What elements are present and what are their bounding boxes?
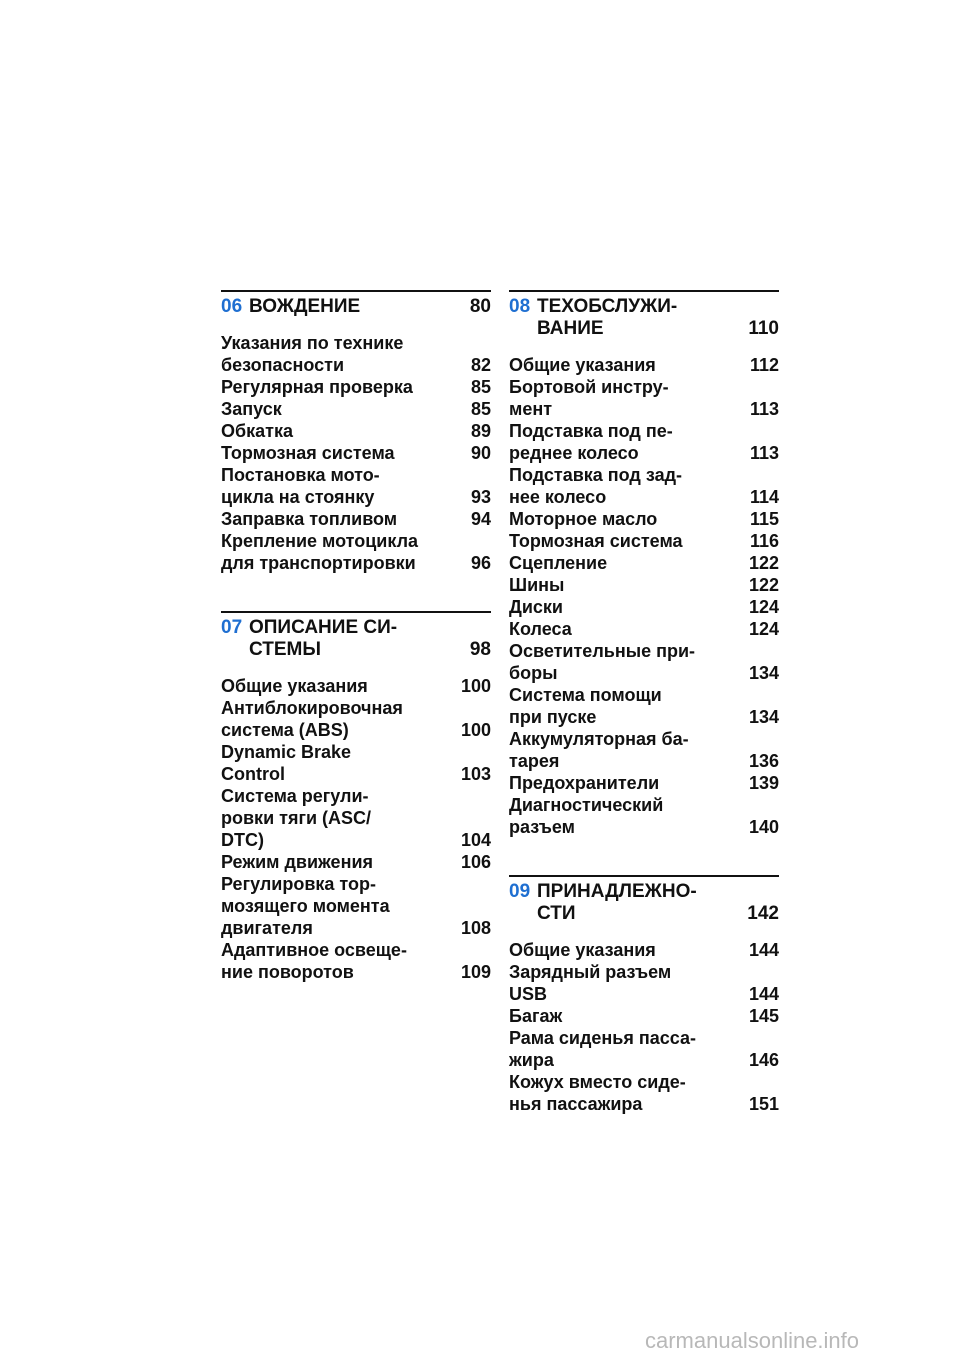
toc-entry[interactable] bbox=[509, 508, 779, 530]
toc-entry-line bbox=[221, 486, 491, 508]
toc-entry[interactable] bbox=[221, 697, 491, 741]
toc-entry-line bbox=[221, 398, 491, 420]
toc-entry[interactable] bbox=[509, 794, 779, 838]
toc-entry[interactable] bbox=[509, 1071, 779, 1115]
toc-entry-line bbox=[221, 873, 491, 895]
toc-column-left bbox=[221, 290, 491, 1020]
toc-entry-line bbox=[509, 961, 779, 983]
toc-entry-page: 96 bbox=[470, 553, 491, 573]
toc-entry-page: 103 bbox=[460, 764, 491, 784]
toc-entry-text: для транспортировки bbox=[221, 553, 416, 573]
toc-entry-page: 146 bbox=[748, 1050, 779, 1070]
toc-entry[interactable] bbox=[509, 939, 779, 961]
section-page-number: 110 bbox=[748, 318, 779, 339]
toc-entry-text: ние поворотов bbox=[221, 962, 354, 982]
toc-entry-page: 134 bbox=[748, 707, 779, 727]
toc-entry[interactable] bbox=[221, 420, 491, 442]
toc-entry[interactable] bbox=[509, 1027, 779, 1071]
toc-entry-page: 115 bbox=[749, 509, 779, 529]
section-heading bbox=[509, 296, 779, 340]
toc-entry[interactable] bbox=[509, 574, 779, 596]
toc-entry-line bbox=[221, 719, 491, 741]
toc-entry-line bbox=[509, 662, 779, 684]
toc-entry-page: 93 bbox=[470, 487, 491, 507]
section-title-text: ВОЖДЕНИЕ bbox=[249, 296, 361, 317]
toc-entry-line bbox=[509, 618, 779, 640]
toc-entry[interactable] bbox=[221, 332, 491, 376]
section-title-text: ТЕХОБСЛУЖИ- bbox=[537, 296, 678, 317]
toc-entry-line bbox=[509, 939, 779, 961]
toc-entry-line bbox=[509, 464, 779, 486]
toc-entry-line bbox=[509, 640, 779, 662]
section-number: 06 bbox=[221, 296, 243, 317]
toc-entry-text: Заправка топливом bbox=[221, 509, 398, 529]
section-page-number: 98 bbox=[469, 639, 491, 660]
toc-entry-line bbox=[509, 772, 779, 794]
toc-entry-line bbox=[509, 376, 779, 398]
toc-entry-text: Кожух вместо сиде- bbox=[509, 1072, 686, 1092]
toc-entry-text: Аккумуляторная ба- bbox=[509, 729, 689, 749]
section-title bbox=[249, 296, 491, 318]
toc-entry-text: Зарядный разъем bbox=[509, 962, 672, 982]
toc-entry[interactable] bbox=[509, 684, 779, 728]
section-title bbox=[537, 296, 779, 340]
toc-entry-page: 114 bbox=[749, 487, 779, 507]
toc-section-06 bbox=[221, 290, 491, 574]
toc-entry-page: 134 bbox=[748, 663, 779, 683]
toc-entry-text: боры bbox=[509, 663, 558, 683]
toc-entry-text: ровки тяги (ASC/ bbox=[221, 808, 372, 828]
toc-entry-text: Режим движения bbox=[221, 852, 374, 872]
toc-entry-line bbox=[509, 596, 779, 618]
toc-entry-text: Моторное масло bbox=[509, 509, 658, 529]
toc-entry-line bbox=[221, 442, 491, 464]
toc-entry-line bbox=[221, 420, 491, 442]
section-title-line bbox=[249, 617, 491, 639]
toc-entry-text: Обкатка bbox=[221, 421, 293, 441]
toc-entry[interactable] bbox=[221, 442, 491, 464]
toc-entry-text: Тормозная система bbox=[221, 443, 395, 463]
toc-entry-page: 94 bbox=[470, 509, 491, 529]
toc-entry[interactable] bbox=[221, 873, 491, 939]
toc-section-07 bbox=[221, 611, 491, 983]
section-title-line bbox=[537, 318, 779, 340]
toc-entry-text: нья пассажира bbox=[509, 1094, 643, 1114]
section-title-line bbox=[537, 881, 779, 903]
toc-entry[interactable] bbox=[221, 376, 491, 398]
section-number: 07 bbox=[221, 617, 243, 638]
toc-entry-text: Диски bbox=[509, 597, 563, 617]
toc-entry-line bbox=[509, 420, 779, 442]
toc-entry-text: Постановка мото- bbox=[221, 465, 380, 485]
toc-entry-line bbox=[509, 728, 779, 750]
toc-entry-text: система (ABS) bbox=[221, 720, 349, 740]
toc-entry-line bbox=[509, 684, 779, 706]
toc-entry[interactable] bbox=[509, 376, 779, 420]
toc-entry-text: двигателя bbox=[221, 918, 313, 938]
toc-entry-page: 144 bbox=[748, 984, 779, 1004]
toc-entry-line bbox=[509, 530, 779, 552]
toc-entry-text: Адаптивное освеще- bbox=[221, 940, 407, 960]
toc-entry-text: Указания по технике bbox=[221, 333, 404, 353]
section-heading bbox=[221, 296, 491, 318]
toc-entry-text: разъем bbox=[509, 817, 575, 837]
toc-section-08 bbox=[509, 290, 779, 838]
toc-entry-text: Dynamic Brake bbox=[221, 742, 352, 762]
toc-entry-line bbox=[221, 332, 491, 354]
toc-entry[interactable] bbox=[221, 530, 491, 574]
toc-entry[interactable] bbox=[509, 552, 779, 574]
toc-entry-line bbox=[509, 1005, 779, 1027]
section-title-text: ОПИСАНИЕ СИ- bbox=[249, 617, 398, 638]
section-title-text: СТИ bbox=[537, 903, 576, 924]
toc-entry-line bbox=[221, 785, 491, 807]
toc-entry-page: 89 bbox=[470, 421, 491, 441]
toc-entry-text: Общие указания bbox=[221, 676, 368, 696]
toc-entry-line bbox=[221, 741, 491, 763]
toc-entry-line bbox=[509, 398, 779, 420]
toc-entry[interactable] bbox=[221, 508, 491, 530]
toc-entry-line bbox=[221, 697, 491, 719]
section-title bbox=[249, 617, 491, 661]
toc-entry[interactable] bbox=[221, 398, 491, 420]
toc-entry[interactable] bbox=[509, 420, 779, 464]
toc-entry-line bbox=[509, 1027, 779, 1049]
toc-entry-line bbox=[221, 552, 491, 574]
toc-entry-text: цикла на стоянку bbox=[221, 487, 375, 507]
toc-entry-line bbox=[221, 895, 491, 917]
section-title-line bbox=[249, 296, 491, 318]
toc-entry-line bbox=[509, 508, 779, 530]
toc-entry-page: 90 bbox=[470, 443, 491, 463]
toc-entry[interactable] bbox=[509, 530, 779, 552]
toc-entry-text: Регулировка тор- bbox=[221, 874, 376, 894]
toc-entry-text: Сцепление bbox=[509, 553, 608, 573]
toc-entry-page: 104 bbox=[460, 830, 491, 850]
toc-entry-text: Крепление мотоцикла bbox=[221, 531, 419, 551]
toc-entry[interactable] bbox=[509, 772, 779, 794]
toc-entry-page: 124 bbox=[748, 619, 779, 639]
toc-entry-line bbox=[221, 464, 491, 486]
toc-entry-text: Система помощи bbox=[509, 685, 662, 705]
toc-entry[interactable] bbox=[509, 354, 779, 376]
toc-entry-line bbox=[509, 816, 779, 838]
toc-entry-text: Диагностический bbox=[509, 795, 664, 815]
section-heading bbox=[221, 617, 491, 661]
toc-entry-line bbox=[509, 1093, 779, 1115]
section-page-number: 80 bbox=[469, 296, 491, 317]
toc-entry-text: Шины bbox=[509, 575, 565, 595]
toc-entry-text: Антиблокировочная bbox=[221, 698, 403, 718]
toc-entry-page: 85 bbox=[470, 399, 491, 419]
toc-section-09 bbox=[509, 875, 779, 1115]
toc-entry-line bbox=[221, 675, 491, 697]
toc-entry-text: мозящего момента bbox=[221, 896, 390, 916]
toc-entry-line bbox=[221, 807, 491, 829]
toc-entry[interactable] bbox=[221, 939, 491, 983]
toc-entry-page: 122 bbox=[748, 575, 779, 595]
toc-entry-page: 85 bbox=[470, 377, 491, 397]
toc-entry[interactable] bbox=[221, 785, 491, 851]
toc-entry-line bbox=[221, 376, 491, 398]
toc-entry-text: реднее колесо bbox=[509, 443, 639, 463]
toc-entry-line bbox=[221, 354, 491, 376]
toc-entry-text: Регулярная проверка bbox=[221, 377, 413, 397]
toc-entry-page: 112 bbox=[749, 355, 779, 375]
section-title-line bbox=[249, 639, 491, 661]
toc-entry-text: Общие указания bbox=[509, 355, 656, 375]
toc-entry-text: жира bbox=[509, 1050, 554, 1070]
toc-entry-text: безопасности bbox=[221, 355, 345, 375]
section-title-text: ВАНИЕ bbox=[537, 318, 604, 339]
toc-entry-text: Колеса bbox=[509, 619, 572, 639]
toc-entry-line bbox=[509, 442, 779, 464]
section-title-line bbox=[537, 903, 779, 925]
toc-entry-text: USB bbox=[509, 984, 548, 1004]
toc-entry-line bbox=[509, 552, 779, 574]
toc-entry-line bbox=[509, 794, 779, 816]
toc-entry-page: 113 bbox=[749, 399, 779, 419]
section-page-number: 142 bbox=[747, 903, 779, 924]
toc-entry-page: 116 bbox=[749, 531, 779, 551]
toc-entry[interactable] bbox=[509, 640, 779, 684]
toc-entry-page: 100 bbox=[460, 720, 491, 740]
toc-entry-page: 100 bbox=[460, 676, 491, 696]
toc-entry-line bbox=[509, 574, 779, 596]
toc-entry[interactable] bbox=[221, 741, 491, 785]
watermark-text: carmanualsonline.info bbox=[645, 1328, 860, 1353]
toc-entry-line bbox=[509, 750, 779, 772]
toc-entry-page: 136 bbox=[748, 751, 779, 771]
section-title-text: СТЕМЫ bbox=[249, 639, 321, 660]
toc-entry-text: при пуске bbox=[509, 707, 597, 727]
toc-entry-text: Предохранители bbox=[509, 773, 660, 793]
section-number: 09 bbox=[509, 881, 531, 902]
section-heading bbox=[509, 881, 779, 925]
toc-entry-line bbox=[509, 1071, 779, 1093]
toc-entry[interactable] bbox=[509, 1005, 779, 1027]
toc-entry-page: 124 bbox=[748, 597, 779, 617]
section-title bbox=[537, 881, 779, 925]
section-title-text: ПРИНАДЛЕЖНО- bbox=[537, 881, 697, 902]
toc-entry-text: Бортовой инстру- bbox=[509, 377, 669, 397]
toc-entry[interactable] bbox=[509, 961, 779, 1005]
toc-entry-line bbox=[221, 508, 491, 530]
toc-entry-page: 122 bbox=[748, 553, 779, 573]
toc-entry-line bbox=[509, 354, 779, 376]
toc-entry-text: Багаж bbox=[509, 1006, 563, 1026]
toc-entry-line bbox=[509, 486, 779, 508]
toc-entry-line bbox=[221, 917, 491, 939]
toc-entry[interactable] bbox=[221, 464, 491, 508]
toc-entry-page: 145 bbox=[748, 1006, 779, 1026]
toc-entry-text: Рама сиденья пасса- bbox=[509, 1028, 696, 1048]
toc-entry-text: Подставка под пе- bbox=[509, 421, 673, 441]
toc-entry-text: нее колесо bbox=[509, 487, 607, 507]
toc-entry-page: 108 bbox=[460, 918, 491, 938]
toc-entry-page: 113 bbox=[749, 443, 779, 463]
toc-entry-line bbox=[509, 983, 779, 1005]
section-title-line bbox=[537, 296, 779, 318]
toc-entry-line bbox=[221, 961, 491, 983]
toc-entry-page: 151 bbox=[748, 1094, 779, 1114]
toc-entry[interactable] bbox=[221, 675, 491, 697]
toc-column-right bbox=[509, 290, 779, 1152]
toc-entry-text: Подставка под зад- bbox=[509, 465, 683, 485]
toc-entry-text: Тормозная система bbox=[509, 531, 683, 551]
toc-entry-text: DTC) bbox=[221, 830, 264, 850]
toc-entry[interactable] bbox=[509, 596, 779, 618]
toc-entry-page: 144 bbox=[748, 940, 779, 960]
toc-entry-page: 109 bbox=[460, 962, 491, 982]
toc-entry[interactable] bbox=[509, 618, 779, 640]
section-number: 08 bbox=[509, 296, 531, 317]
toc-entry-text: Запуск bbox=[221, 399, 282, 419]
toc-entry-page: 140 bbox=[748, 817, 779, 837]
toc-entry-page: 82 bbox=[470, 355, 491, 375]
toc-entry[interactable] bbox=[221, 851, 491, 873]
toc-entry-text: тарея bbox=[509, 751, 560, 771]
toc-entry-text: мент bbox=[509, 399, 553, 419]
toc-entry-line bbox=[221, 530, 491, 552]
toc-entry[interactable] bbox=[509, 464, 779, 508]
toc-entry-text: Осветительные при- bbox=[509, 641, 696, 661]
toc-entry-text: Система регули- bbox=[221, 786, 369, 806]
toc-entry-page: 106 bbox=[460, 852, 491, 872]
toc-entry-line bbox=[221, 829, 491, 851]
toc-entry-line bbox=[221, 763, 491, 785]
toc-entry[interactable] bbox=[509, 728, 779, 772]
toc-entry-line bbox=[221, 939, 491, 961]
toc-entry-text: Control bbox=[221, 764, 285, 784]
toc-entry-page: 139 bbox=[748, 773, 779, 793]
toc-entry-line bbox=[509, 706, 779, 728]
toc-entry-text: Общие указания bbox=[509, 940, 656, 960]
toc-entry-line bbox=[221, 851, 491, 873]
toc-entry-line bbox=[509, 1049, 779, 1071]
